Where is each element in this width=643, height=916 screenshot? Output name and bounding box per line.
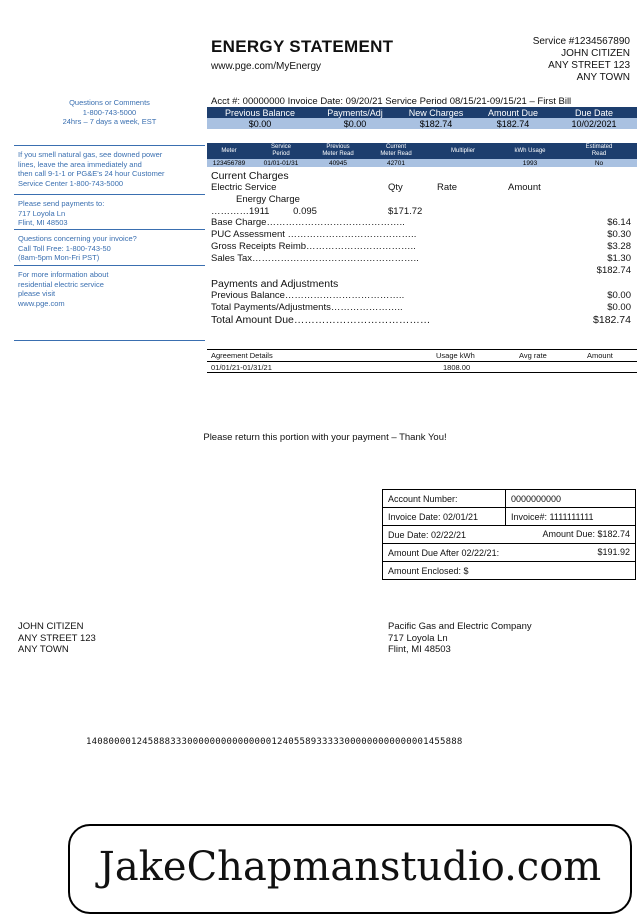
agreement-header: Avg rate [519,351,547,360]
statement-title: ENERGY STATEMENT [211,37,394,56]
sidebar-line: please visit [18,289,56,298]
sidebar-line: then call 9-1-1 or PG&E's 24 hour Customer [18,169,165,178]
customer-block [533,36,630,84]
agreement-header-row [207,349,637,362]
total-amount: $182.74 [593,314,631,326]
agreement-header: Amount [587,351,613,360]
summary-header: Previous Balance [207,107,313,118]
meter-value: 1993 [499,159,561,167]
sidebar-link-pge[interactable]: www.pge.com [18,298,65,308]
mail-from-address [18,621,96,656]
meter-table [207,143,637,167]
address-line: ANY STREET 123 [18,632,96,644]
payment-stub [382,489,636,580]
agreement-header: Agreement Details [211,351,273,360]
sidebar-line: residential electric service [18,279,104,289]
meter-value: 01/01-01/31 [251,159,311,167]
payment-label: Previous Balance……………………………….. [211,290,405,301]
sidebar-gas-warning [14,145,205,188]
address-line: Flint, MI 48503 [388,644,451,655]
stub-invoice-date: Invoice Date: 02/01/21 [383,508,506,526]
summary-header: Payments/Adj [313,107,397,118]
summary-value: $182.74 [475,118,551,129]
charge-label: PUC Assessment ………………………………….. [211,229,417,240]
sidebar-line: Service Center 1-800-743-5000 [18,178,124,188]
charges-title: Current Charges [211,170,289,182]
agreement-value-row [207,362,637,373]
address-line: JOHN CITIZEN [18,621,84,632]
payment-amount: $0.00 [607,290,631,301]
sidebar-line: Flint, MI 48503 [18,218,68,227]
sidebar-line: Questions or Comments [69,98,150,107]
stub-account-label: Account Number: [383,490,506,508]
charge-amount: $0.30 [607,229,631,240]
charge-label: Gross Receipts Reimb…………………………….. [211,241,416,252]
stub-invoice-number: Invoice#: 1111111111 [506,508,636,526]
meter-header: Estimated Read [561,143,637,159]
total-row [211,314,631,326]
meter-header: Current Meter Read [365,143,427,159]
charge-row [211,217,631,228]
meter-value: No [561,159,637,167]
energy-charge-amount: $171.72 [388,206,423,217]
payments-title: Payments and Adjustments [211,278,339,290]
energy-charge-label: Energy Charge [236,194,300,205]
summary-value: $0.00 [207,118,313,129]
sidebar-line: lines, leave the area immediately and [18,159,142,169]
charges-subtotal: $182.74 [596,265,631,276]
mail-to-address [388,621,532,656]
sidebar-line: 1-800-743-5000 [82,107,137,117]
sidebar-line: 24hrs – 7 days a week, EST [62,117,157,126]
sidebar-payments [14,194,205,228]
stub-after-label: Amount Due After 02/22/21: [388,547,500,558]
summary-value: $182.74 [397,118,475,129]
sidebar-line: 717 Loyola Ln [18,208,66,218]
return-instructions: Please return this portion with your payment – Thank You! [203,432,447,443]
agreement-value: 1808.00 [443,363,471,372]
meter-value: 40945 [311,159,365,167]
meter-header: kWh Usage [499,143,561,159]
electric-service-label: Electric Service [211,182,277,193]
payment-amount: $0.00 [607,302,631,313]
customer-street: ANY STREET 123 [548,60,630,71]
payment-row [211,290,631,301]
meter-value [427,159,499,167]
stub-after-value: $191.92 [597,547,630,557]
stub-account-value: 0000000000 [506,490,636,508]
agreement-header: Usage kWh [436,351,475,360]
meter-header: Service Period [251,143,311,159]
charge-row [211,253,631,264]
stub-due-date: Due Date: 02/22/21 [388,529,467,540]
charge-amount: $1.30 [607,253,631,264]
sidebar-line: Questions concerning your invoice? [18,234,137,243]
address-line: Pacific Gas and Electric Company [388,621,532,632]
meter-value: 42701 [365,159,427,167]
watermark-banner: JakeChapmanstudio.com [68,824,632,914]
micr-line: 1408000012458883330000000000000001240558933333000000000000001455888 [86,737,463,747]
charge-label: Sales Tax…………………………………………….. [211,253,419,264]
stub-due-row [383,526,636,544]
energy-charge-row: …………1911 0.095 [211,206,317,217]
col-rate: Rate [437,182,458,193]
meter-value: 123456789 [207,159,251,167]
charge-amount: $6.14 [607,217,631,228]
customer-name: JOHN CITIZEN [561,48,630,59]
service-number: Service #1234567890 [532,36,630,47]
total-label: Total Amount Due………………………………… [211,314,431,326]
sidebar-line: Please send payments to: [18,199,105,208]
agreement-table [207,349,637,373]
sidebar-line: Call Toll Free: 1-800-743-50 [18,243,111,253]
summary-header: New Charges [397,107,475,118]
meter-header: Previous Meter Read [311,143,365,159]
agreement-value: 01/01/21-01/31/21 [211,363,272,372]
statement-url[interactable]: www.pge.com/MyEnergy [211,61,322,72]
charge-row [211,229,631,240]
stub-amount-enclosed[interactable]: Amount Enclosed: $ [383,562,636,580]
stub-after-row [383,544,636,562]
address-line: ANY TOWN [18,644,69,655]
sidebar-info [14,265,205,341]
charge-row [211,241,631,252]
meter-header-text: Meter [221,147,237,154]
stub-amount-due: Amount Due: $182.74 [542,529,630,539]
col-amount: Amount [508,182,541,193]
payment-row [211,302,631,313]
summary-header: Amount Due [475,107,551,118]
summary-header: Due Date [551,107,637,118]
sidebar-line: (8am-5pm Mon-Fri PST) [18,253,100,262]
sidebar-questions [14,98,205,127]
meter-header [207,143,251,159]
summary-value: $0.00 [313,118,397,129]
payment-label: Total Payments/Adjustments………………….. [211,302,403,313]
customer-town: ANY TOWN [576,72,630,83]
sidebar-invoice [14,229,205,263]
summary-value: 10/02/2021 [551,118,637,129]
col-qty: Qty [388,182,403,193]
account-line: Acct #: 00000000 Invoice Date: 09/20/21 Service Period 08/15/21-09/15/21 – First Bill [211,96,572,107]
sidebar-line: For more information about [18,270,109,279]
charge-amount: $3.28 [607,241,631,252]
sidebar-line: If you smell natural gas, see downed power [18,150,163,159]
charge-label: Base Charge…………………………………….. [211,217,405,228]
summary-table [207,107,637,129]
address-line: 717 Loyola Ln [388,632,448,644]
meter-header: Multiplier [427,143,499,159]
